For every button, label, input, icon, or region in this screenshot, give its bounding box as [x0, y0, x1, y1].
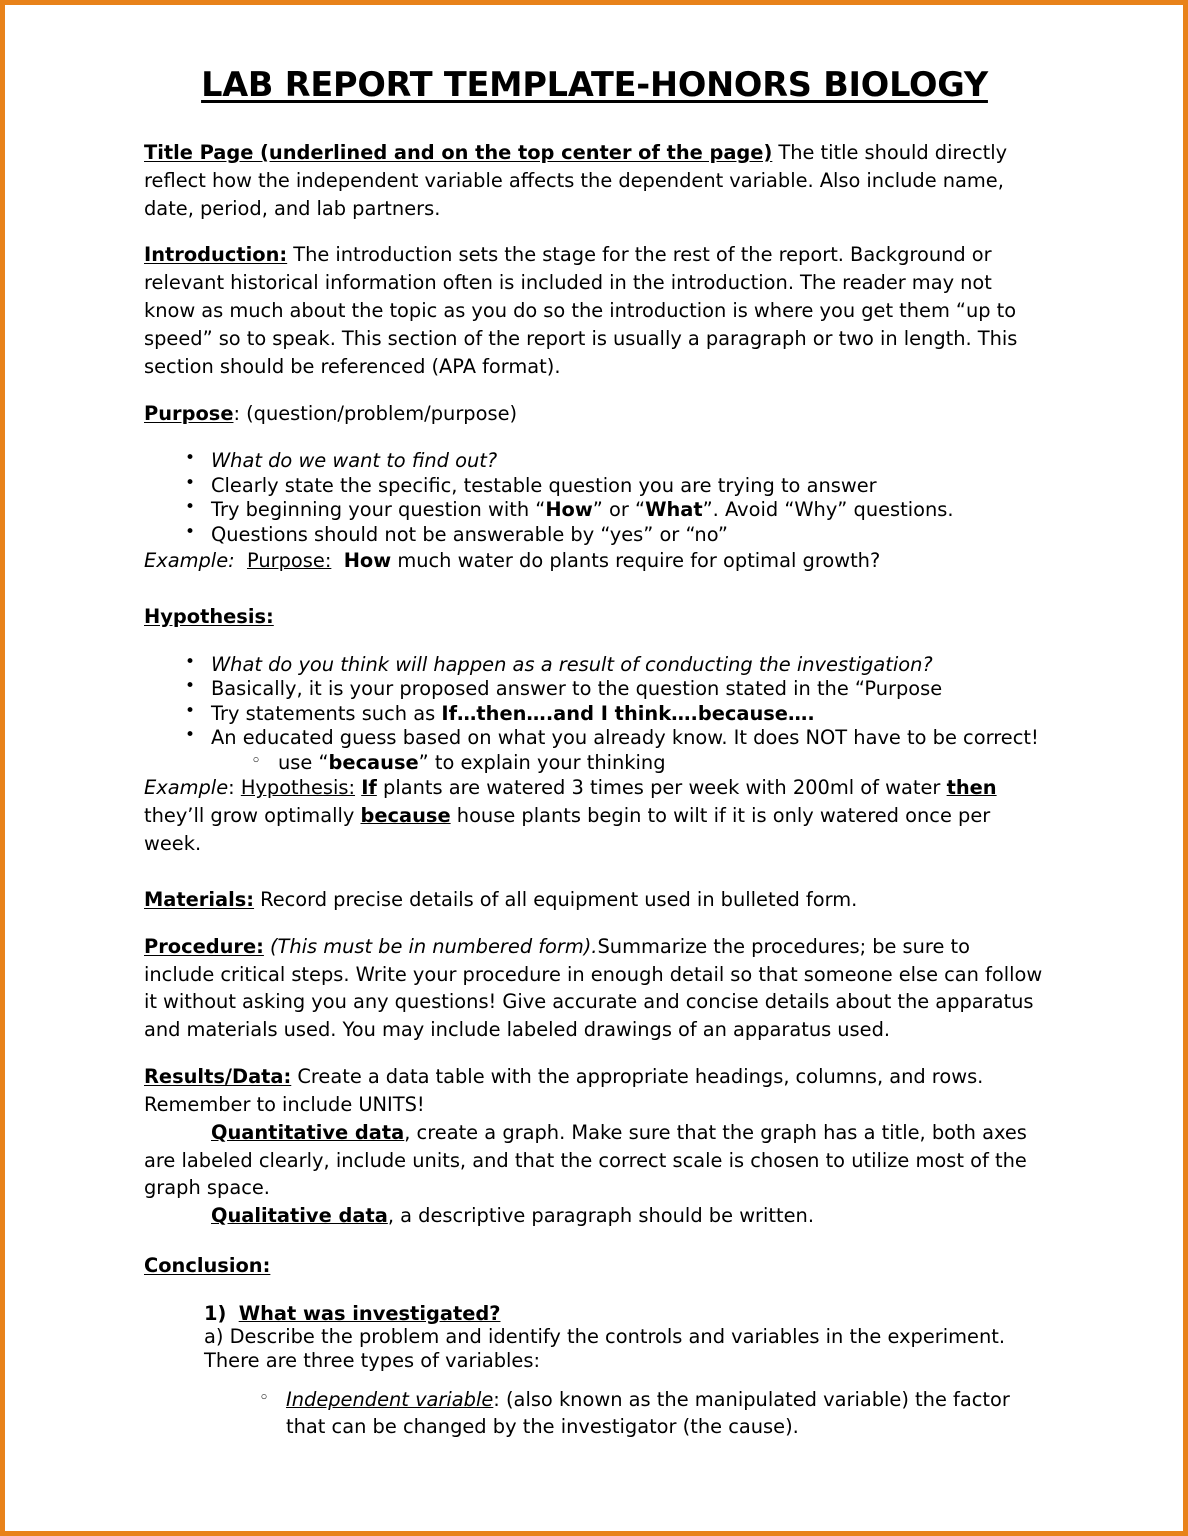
section-body-results-data: Create a data table with the appropriate headings, columns, and rows. Remember to include UNITS!	[144, 1065, 984, 1116]
purpose-example-bold: How	[343, 549, 392, 573]
quantitative-data-label: Quantitative data	[211, 1120, 405, 1144]
section-procedure	[144, 933, 1045, 1044]
section-heading-hypothesis: Hypothesis:	[144, 605, 274, 629]
hypothesis-subbullet-suffix: ” to explain your thinking	[418, 750, 666, 774]
quantitative-data-body: , create a graph. Make sure that the graph has a title, both axes are labeled clearly, include units, and that the correct scale is chosen to utilize most of the graph space.	[144, 1120, 1027, 1200]
purpose-example-sublabel: Purpose:	[247, 549, 332, 573]
list-item-text: What do we want to find out?	[211, 449, 498, 473]
qualitative-data-label: Qualitative data	[211, 1204, 388, 1228]
section-heading-conclusion: Conclusion:	[144, 1254, 271, 1278]
list-item-text: Try beginning your question with “	[211, 498, 546, 522]
list-item-text: An educated guess based on what you already know. It does NOT have to be correct!	[211, 726, 1039, 750]
list-item	[144, 702, 1045, 725]
section-body-procedure: Summarize the procedures; be sure to include critical steps. Write your procedure in enough detail so that someone else can follow it without asking you any questions! Give accurate and concise details about the apparatus and materials used. You may include labeled drawings of an apparatus used.	[144, 934, 1043, 1042]
list-item-text: If…then….and I think….because….	[441, 701, 815, 725]
variable-term: Independent variable	[286, 1388, 494, 1412]
page-title	[144, 66, 1045, 105]
section-body-introduction: The introduction sets the stage for the rest of the report. Background or relevant historical information often is included in the introduction. The reader may not know as much about the topic as you do so the introduction is where you get them “up to speed” so to speak. This section of the report is usually a paragraph or two in length. This section should be referenced (APA format).	[144, 243, 1018, 378]
results-quantitative	[144, 1119, 1045, 1203]
section-heading-purpose-suffix: : (question/problem/purpose)	[233, 401, 518, 425]
hypothesis-subbullet-list	[144, 751, 1045, 774]
section-heading-title-page: Title Page (underlined and on the top center of the page)	[144, 140, 773, 164]
variable-description: : (also known as the manipulated variable) the factor that can be changed by the investigator (the cause).	[286, 1388, 1010, 1439]
hypothesis-example-because: because	[360, 804, 451, 828]
list-item	[144, 726, 1045, 749]
results-qualitative	[144, 1202, 1045, 1230]
list-item-text: ” or “	[592, 498, 646, 522]
variable-bullet-list	[144, 1387, 1045, 1441]
purpose-bullet-list	[144, 449, 1045, 546]
list-item	[144, 474, 1045, 497]
list-item-text: ”. Avoid “Why” questions.	[702, 498, 954, 522]
section-heading-results-data: Results/Data:	[144, 1065, 292, 1089]
hypothesis-example-label-suffix: :	[228, 776, 241, 800]
list-item-text: Questions should not be answerable by “yes” or “no”	[211, 522, 728, 546]
hypothesis-example-mid2: they’ll grow optimally	[144, 804, 361, 828]
section-heading-purpose: Purpose	[144, 401, 234, 425]
list-item-text: Basically, it is your proposed answer to the question stated in the “Purpose	[211, 677, 943, 701]
conclusion-item-1-body	[144, 1325, 1045, 1372]
section-materials	[144, 886, 1045, 914]
document-page	[10, 10, 1178, 1526]
section-body-materials: Record precise details of all equipment used in bulleted form.	[254, 887, 858, 911]
section-procedure-italic: (This must be in numbered form).	[263, 934, 598, 958]
section-body-title-page: The title should directly reflect how the independent variable affects the dependent variable. Also include name, date, period, and lab partners.	[144, 140, 1008, 220]
page-title-text: LAB REPORT TEMPLATE-HONORS BIOLOGY	[201, 65, 988, 104]
list-item	[144, 1387, 1045, 1441]
section-results-data	[144, 1063, 1045, 1119]
conclusion-item-1-heading	[144, 1302, 1045, 1325]
list-item-text: What	[645, 498, 703, 522]
hypothesis-example-if: If	[361, 776, 377, 800]
list-item-text: Try statements such as	[211, 701, 442, 725]
purpose-example-rest: much water do plants require for optimal growth?	[391, 549, 881, 573]
section-conclusion-heading	[144, 1252, 1045, 1280]
list-item-text: Clearly state the specific, testable question you are trying to answer	[211, 473, 877, 497]
list-item-text: How	[545, 498, 593, 522]
conclusion-item-body-text: a) Describe the problem and identify the controls and variables in the experiment. There are three types of variables:	[204, 1325, 1006, 1372]
list-item	[144, 523, 1045, 546]
purpose-example-label: Example:	[144, 549, 235, 573]
list-item	[144, 653, 1045, 676]
hypothesis-bullet-list	[144, 653, 1045, 750]
section-hypothesis-heading	[144, 603, 1045, 631]
section-purpose-heading	[144, 400, 1045, 428]
section-introduction	[144, 241, 1045, 380]
list-item-text: What do you think will happen as a result of conducting the investigation?	[211, 653, 933, 677]
section-title-page	[144, 139, 1045, 223]
section-heading-procedure: Procedure:	[144, 934, 264, 958]
hypothesis-example-tail: house plants begin to wilt if it is only watered once per week.	[144, 804, 991, 856]
list-item	[144, 751, 1045, 774]
hypothesis-example-sublabel: Hypothesis:	[240, 776, 356, 800]
qualitative-data-body: , a descriptive paragraph should be written.	[387, 1204, 814, 1228]
hypothesis-subbullet-prefix: use “	[278, 750, 329, 774]
hypothesis-example-then: then	[946, 776, 997, 800]
list-item	[144, 498, 1045, 521]
section-heading-materials: Materials:	[144, 887, 255, 911]
list-item	[144, 677, 1045, 700]
hypothesis-subbullet-bold: because	[328, 750, 419, 774]
list-item	[144, 449, 1045, 472]
conclusion-item-heading-text: What was investigated?	[238, 1302, 501, 1326]
hypothesis-example	[144, 774, 1045, 858]
conclusion-item-number: 1)	[204, 1302, 227, 1326]
hypothesis-example-mid1: plants are watered 3 times per week with 200ml of water	[376, 776, 947, 800]
section-heading-introduction: Introduction:	[144, 243, 288, 267]
purpose-example	[144, 547, 1045, 575]
hypothesis-example-label: Example	[144, 776, 229, 800]
